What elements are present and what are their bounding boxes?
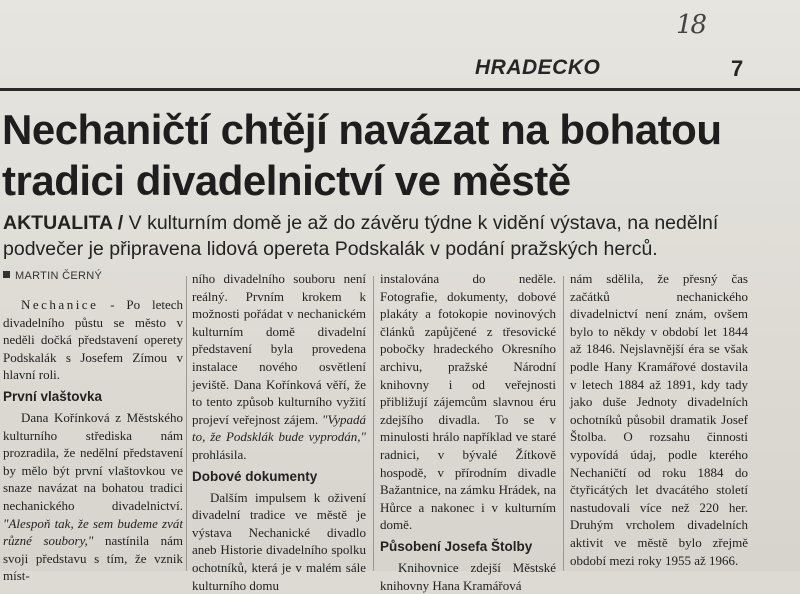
paragraph <box>3 409 183 585</box>
article-lead <box>3 210 793 262</box>
paragraph-text: ního divadelního souboru není reálný. Prvním krokem k možnosti pořádat v nechanickém kulturním domě divadelní představení byla provedena instalace nového osvětlení jeviště. Dana Kořínková věří, že to tento způsob kulturního vyžití projeví veřejnost zájem. <box>192 271 366 427</box>
handwritten-mark: 18 <box>676 10 706 40</box>
paragraph-text: Dana Kořínková z Městského kulturního střediska nám prozradila, že nedělní představení by mělo být první vlaštovkou ve snaze navázat na bohatou tradici nechanického divadelnictví. <box>3 409 183 513</box>
column-3 <box>380 270 556 594</box>
article-headline <box>2 104 792 206</box>
paragraph <box>3 296 183 384</box>
headline-line-2: tradici divadelnictví ve městě <box>2 157 571 204</box>
paragraph-text: nastínila nám svoji představu s tím, že vznik míst- <box>3 533 183 584</box>
column-rule <box>563 276 564 571</box>
paragraph-text: - Po letech divadelního půstu se město v neděli dočká představení operety Podskalák s Josefem Zímou v hlavní roli. <box>3 297 183 383</box>
headline-line-1: Nechaničtí chtějí navázat na bohatou <box>2 106 722 153</box>
column-rule <box>186 276 187 571</box>
paragraph: Dalším impulsem k oživení divadelní tradice ve městě je výstava Nechanické divadlo aneb Historie divadelního spolku ochotníků, která je v malém sále kulturního domu <box>192 489 366 593</box>
section-title: HRADECKO <box>475 56 601 79</box>
column-2 <box>192 270 366 594</box>
column-rule <box>373 276 374 571</box>
header-rule <box>0 88 800 91</box>
author-name: MARTIN ČERNÝ <box>15 270 103 282</box>
dateline-place: Nechanice <box>21 297 99 312</box>
byline-square-icon <box>3 271 10 278</box>
lead-text: V kulturním domě je až do závěru týdne k vidění výstava, na nedělní podvečer je připravena lidová opereta Podskalák v podání pražských herců. <box>3 212 719 260</box>
subheading: Působení Josefa Štolby <box>380 538 533 554</box>
column-4 <box>570 270 748 569</box>
quote: "Alespoň tak, že sem budeme zvát různé soubory," <box>3 515 183 549</box>
column-1 <box>3 296 183 585</box>
paragraph: nám sdělila, že přesný čas začátků nechanického divadelnictví není znám, ovšem bylo to někdy v období let 1844 až 1846. Nejslavnější éra se však podle Hany Kramářové dostavila v letech 1884 až 1891, kdy tady jako duše Jednoty divadelních ochotníků působil dramatik Josef Štolba. O rozsahu činnosti vypovídá údaj, podle kterého Nechaničtí od roku 1884 do čtyřicátých let dvacátého století nastudovali více než 220 her. Druhým vrcholem divadelních aktivit ve městě bylo zřejmě období mezi roky 1955 až 1966. <box>570 271 748 568</box>
page-number: 7 <box>731 56 744 81</box>
paragraph-text: prohlásila. <box>192 446 247 462</box>
paragraph <box>192 270 366 464</box>
paragraph: Knihovnice zdejší Městské knihovny Hana Kramářová <box>380 559 556 593</box>
paragraph: instalována do neděle. Fotografie, dokumenty, dobové plakáty a fotokopie novinových článků zapůjčené z třesovické pobočky hradeckého Okresního archivu, pražské Národní knihovny i od veřejnosti přibližují zájemcům slavnou éru zdejšího divadla. To se v minulosti hrálo například ve staré radnici, v bývalé Žítkově hospodě, v přírodním divadle Bažantnice, na zámku Hrádek, na Hůrce a nakonec i v kulturním domě. <box>380 271 556 533</box>
quote: "Vypadá to, že Podsklák bude vyprodán," <box>192 411 366 445</box>
lead-tag: AKTUALITA / <box>3 212 129 234</box>
author-byline <box>3 270 102 282</box>
subheading: Dobové dokumenty <box>192 468 318 484</box>
subheading: První vlaštovka <box>3 388 103 404</box>
